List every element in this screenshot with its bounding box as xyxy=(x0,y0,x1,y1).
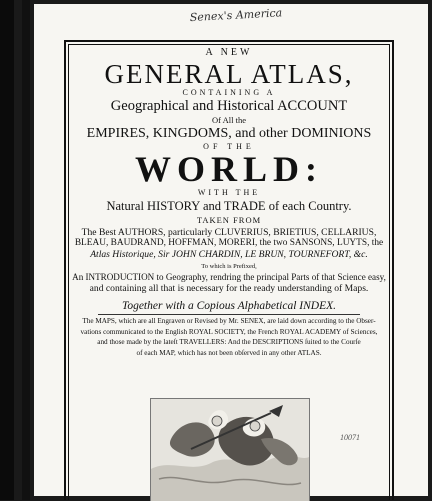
book-spine-inner xyxy=(22,0,30,500)
line-of-all-the: Of All the xyxy=(212,115,246,126)
line-world: WORLD: xyxy=(135,149,323,190)
line-authors-3: Atlas Historique, Sir JOHN CHARDIN, LE BRUN, TOURNEFORT, &c. xyxy=(90,248,368,260)
line-containing: CONTAINING A xyxy=(182,87,276,97)
line-general-atlas: GENERAL ATLAS, xyxy=(104,58,354,89)
handwritten-note: Senex's America xyxy=(189,6,283,25)
title-block xyxy=(72,46,386,357)
line-with-the: WITH THE xyxy=(197,188,261,198)
line-empires: EMPIRES, KINGDOMS, and other DOMINIONS xyxy=(86,126,372,142)
line-prefixed: To which is Prefixed, xyxy=(201,262,257,270)
divider-rule xyxy=(98,314,360,315)
margin-number: 10071 xyxy=(340,433,360,442)
engraving-illustration xyxy=(151,399,309,501)
line-taken-from: TAKEN FROM xyxy=(196,214,262,225)
line-maps-4: of each MAP, which has not been obſerved in any other ATLAS. xyxy=(136,348,322,357)
line-maps-1: The MAPS, which are all Engraven or Revised by Mr. SENEX, are laid down according to the Obser- xyxy=(82,317,376,326)
line-introduction-2: and containing all that is necessary for the ready understanding of Maps. xyxy=(89,282,369,294)
book-spine-edge xyxy=(0,0,14,500)
line-maps-3: and those made by the lateſt TRAVELLERS: And the DESCRIPTIONS ſuited to the Courſe xyxy=(97,338,361,347)
line-geographical-account: Geographical and Historical ACCOUNT xyxy=(110,98,348,115)
line-introduction-1: An INTRODUCTION to Geography, rendring the principal Parts of that Science easy, xyxy=(72,272,386,283)
line-maps-2: vations communicated to the English ROYAL SOCIETY, the French ROYAL ACADEMY of Sciences, xyxy=(80,327,378,336)
line-authors-2: BLEAU, BAUDRAND, HOFFMAN, MORERI, the two SANSONS, LUYTS, the xyxy=(74,237,384,248)
line-authors-1: The Best AUTHORS, particularly CLUVERIUS, BRIETIUS, CELLARIUS, xyxy=(81,226,377,238)
allegorical-engraving xyxy=(150,398,310,501)
line-a-new: A NEW xyxy=(205,47,253,58)
line-natural-history: Natural HISTORY and TRADE of each Country. xyxy=(106,198,352,213)
line-together-index: Together with a Copious Alphabetical INDEX. xyxy=(121,300,337,313)
line-of-the: OF THE xyxy=(203,142,255,152)
